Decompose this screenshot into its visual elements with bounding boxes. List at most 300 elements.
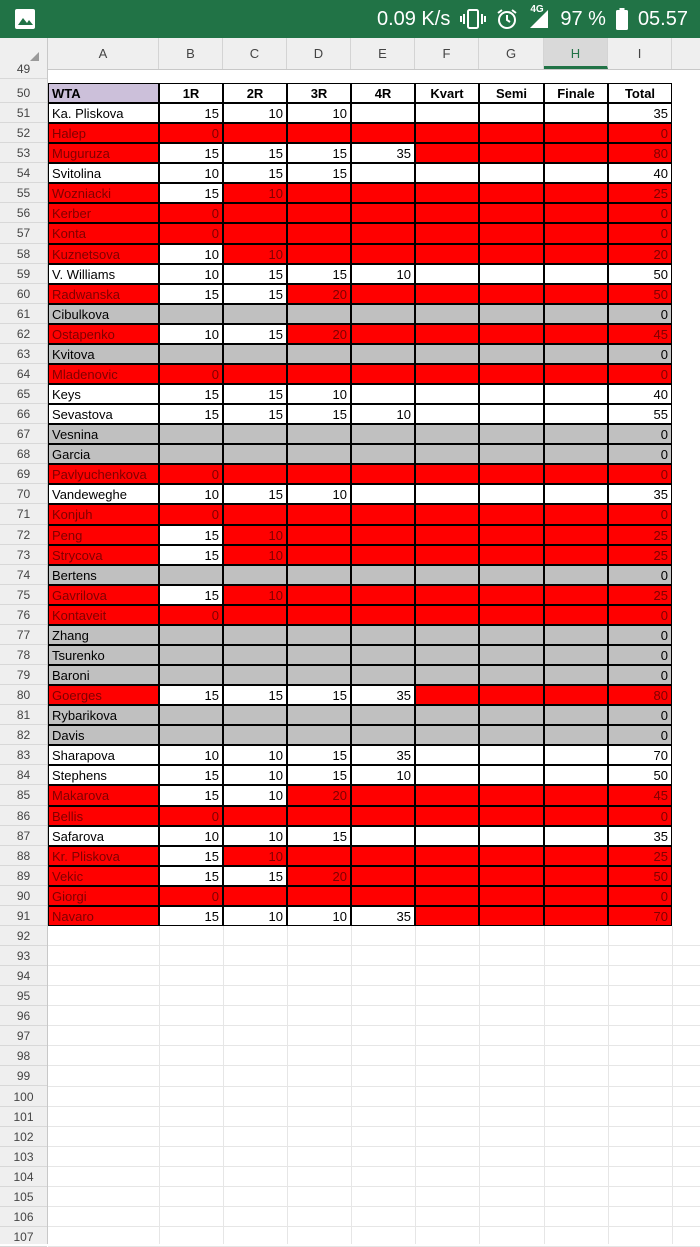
score-cell[interactable]: [544, 625, 608, 645]
score-cell[interactable]: 15: [287, 765, 351, 785]
score-cell[interactable]: [415, 886, 479, 906]
row-header[interactable]: 66: [0, 404, 47, 424]
player-name-cell[interactable]: Keys: [48, 384, 159, 404]
row-header[interactable]: 55: [0, 183, 47, 203]
player-name-cell[interactable]: Kontaveit: [48, 605, 159, 625]
score-cell[interactable]: 0: [608, 705, 672, 725]
row-header[interactable]: 57: [0, 223, 47, 243]
player-name-cell[interactable]: Navaro: [48, 906, 159, 926]
player-name-cell[interactable]: Rybarikova: [48, 705, 159, 725]
score-cell[interactable]: [544, 304, 608, 324]
score-cell[interactable]: 15: [223, 163, 287, 183]
score-cell[interactable]: 10: [287, 384, 351, 404]
player-name-cell[interactable]: Zhang: [48, 625, 159, 645]
row-header[interactable]: 95: [0, 986, 47, 1006]
score-cell[interactable]: 10: [351, 404, 415, 424]
player-name-cell[interactable]: Sharapova: [48, 745, 159, 765]
column-header-h[interactable]: H: [544, 38, 608, 69]
score-cell[interactable]: [351, 585, 415, 605]
score-cell[interactable]: [415, 806, 479, 826]
score-cell[interactable]: [351, 665, 415, 685]
score-cell[interactable]: [415, 324, 479, 344]
score-cell[interactable]: [287, 806, 351, 826]
score-cell[interactable]: [351, 605, 415, 625]
score-cell[interactable]: [479, 705, 544, 725]
table-header-cell[interactable]: Semi: [479, 83, 544, 103]
score-cell[interactable]: [415, 725, 479, 745]
score-cell[interactable]: [544, 284, 608, 304]
score-cell[interactable]: 15: [223, 264, 287, 284]
score-cell[interactable]: [351, 625, 415, 645]
score-cell[interactable]: [223, 504, 287, 524]
row-header[interactable]: 88: [0, 846, 47, 866]
score-cell[interactable]: [544, 444, 608, 464]
score-cell[interactable]: [287, 123, 351, 143]
score-cell[interactable]: [415, 223, 479, 243]
player-name-cell[interactable]: Vesnina: [48, 424, 159, 444]
score-cell[interactable]: 40: [608, 384, 672, 404]
row-header[interactable]: 92: [0, 926, 47, 946]
score-cell[interactable]: 0: [608, 886, 672, 906]
score-cell[interactable]: [479, 565, 544, 585]
score-cell[interactable]: 10: [223, 745, 287, 765]
score-cell[interactable]: [351, 183, 415, 203]
score-cell[interactable]: 70: [608, 906, 672, 926]
score-cell[interactable]: 45: [608, 785, 672, 805]
score-cell[interactable]: 35: [608, 826, 672, 846]
score-cell[interactable]: [223, 464, 287, 484]
score-cell[interactable]: [544, 886, 608, 906]
score-cell[interactable]: [223, 665, 287, 685]
score-cell[interactable]: [415, 645, 479, 665]
player-name-cell[interactable]: Gavrilova: [48, 585, 159, 605]
score-cell[interactable]: 15: [159, 685, 223, 705]
score-cell[interactable]: 15: [159, 585, 223, 605]
row-header[interactable]: 80: [0, 685, 47, 705]
score-cell[interactable]: [159, 645, 223, 665]
score-cell[interactable]: [287, 223, 351, 243]
score-cell[interactable]: 15: [159, 143, 223, 163]
score-cell[interactable]: [544, 424, 608, 444]
score-cell[interactable]: 0: [608, 645, 672, 665]
score-cell[interactable]: 40: [608, 163, 672, 183]
row-header[interactable]: 85: [0, 785, 47, 805]
score-cell[interactable]: [287, 725, 351, 745]
score-cell[interactable]: [544, 585, 608, 605]
score-cell[interactable]: [351, 504, 415, 524]
table-header-cell[interactable]: 2R: [223, 83, 287, 103]
score-cell[interactable]: [479, 605, 544, 625]
score-cell[interactable]: [351, 103, 415, 123]
spreadsheet-grid[interactable]: [48, 69, 700, 1244]
score-cell[interactable]: [159, 665, 223, 685]
column-header-g[interactable]: G: [479, 38, 544, 69]
score-cell[interactable]: [287, 424, 351, 444]
score-cell[interactable]: [415, 344, 479, 364]
score-cell[interactable]: [479, 143, 544, 163]
score-cell[interactable]: 0: [608, 223, 672, 243]
table-header-cell[interactable]: 4R: [351, 83, 415, 103]
score-cell[interactable]: [351, 785, 415, 805]
score-cell[interactable]: [351, 725, 415, 745]
score-cell[interactable]: [415, 464, 479, 484]
score-cell[interactable]: 50: [608, 284, 672, 304]
score-cell[interactable]: [479, 484, 544, 504]
score-cell[interactable]: 15: [223, 484, 287, 504]
score-cell[interactable]: [351, 705, 415, 725]
score-cell[interactable]: [479, 745, 544, 765]
score-cell[interactable]: 20: [287, 284, 351, 304]
score-cell[interactable]: 15: [223, 866, 287, 886]
score-cell[interactable]: 15: [159, 846, 223, 866]
score-cell[interactable]: 10: [351, 765, 415, 785]
table-header-cell[interactable]: Finale: [544, 83, 608, 103]
player-name-cell[interactable]: Radwanska: [48, 284, 159, 304]
score-cell[interactable]: [223, 605, 287, 625]
row-header[interactable]: 53: [0, 143, 47, 163]
row-header[interactable]: 73: [0, 545, 47, 565]
score-cell[interactable]: [287, 364, 351, 384]
score-cell[interactable]: [479, 846, 544, 866]
table-header-cell[interactable]: 1R: [159, 83, 223, 103]
score-cell[interactable]: [415, 785, 479, 805]
score-cell[interactable]: [415, 504, 479, 524]
table-header-cell[interactable]: WTA: [48, 83, 159, 103]
score-cell[interactable]: 80: [608, 685, 672, 705]
row-header[interactable]: 86: [0, 806, 47, 826]
score-cell[interactable]: [415, 404, 479, 424]
score-cell[interactable]: [544, 605, 608, 625]
score-cell[interactable]: [544, 906, 608, 926]
score-cell[interactable]: [287, 645, 351, 665]
score-cell[interactable]: 0: [608, 464, 672, 484]
score-cell[interactable]: [223, 364, 287, 384]
player-name-cell[interactable]: Mladenovic: [48, 364, 159, 384]
score-cell[interactable]: 0: [159, 203, 223, 223]
score-cell[interactable]: [479, 244, 544, 264]
score-cell[interactable]: 10: [223, 183, 287, 203]
score-cell[interactable]: [287, 605, 351, 625]
score-cell[interactable]: 15: [223, 324, 287, 344]
score-cell[interactable]: [479, 103, 544, 123]
row-header[interactable]: 102: [0, 1127, 47, 1147]
score-cell[interactable]: [415, 163, 479, 183]
score-cell[interactable]: [479, 545, 544, 565]
score-cell[interactable]: 15: [287, 264, 351, 284]
score-cell[interactable]: 10: [159, 324, 223, 344]
score-cell[interactable]: 0: [608, 725, 672, 745]
score-cell[interactable]: [223, 123, 287, 143]
score-cell[interactable]: [479, 183, 544, 203]
score-cell[interactable]: 0: [608, 565, 672, 585]
score-cell[interactable]: [351, 163, 415, 183]
score-cell[interactable]: [544, 545, 608, 565]
score-cell[interactable]: [544, 525, 608, 545]
score-cell[interactable]: [544, 565, 608, 585]
score-cell[interactable]: 70: [608, 745, 672, 765]
score-cell[interactable]: [351, 123, 415, 143]
player-name-cell[interactable]: Vekic: [48, 866, 159, 886]
row-header[interactable]: 96: [0, 1006, 47, 1026]
score-cell[interactable]: [415, 384, 479, 404]
score-cell[interactable]: 15: [287, 163, 351, 183]
score-cell[interactable]: 0: [608, 605, 672, 625]
score-cell[interactable]: [544, 866, 608, 886]
score-cell[interactable]: 50: [608, 765, 672, 785]
score-cell[interactable]: [351, 846, 415, 866]
score-cell[interactable]: [479, 264, 544, 284]
score-cell[interactable]: [159, 565, 223, 585]
row-header[interactable]: 87: [0, 826, 47, 846]
player-name-cell[interactable]: Bellis: [48, 806, 159, 826]
score-cell[interactable]: [351, 484, 415, 504]
score-cell[interactable]: 25: [608, 183, 672, 203]
score-cell[interactable]: [479, 344, 544, 364]
score-cell[interactable]: 10: [223, 545, 287, 565]
score-cell[interactable]: 15: [159, 545, 223, 565]
score-cell[interactable]: 0: [159, 886, 223, 906]
player-name-cell[interactable]: Pavlyuchenkova: [48, 464, 159, 484]
score-cell[interactable]: 0: [608, 424, 672, 444]
score-cell[interactable]: [223, 424, 287, 444]
score-cell[interactable]: [159, 444, 223, 464]
row-header[interactable]: 104: [0, 1167, 47, 1187]
player-name-cell[interactable]: Giorgi: [48, 886, 159, 906]
score-cell[interactable]: 10: [159, 484, 223, 504]
score-cell[interactable]: [415, 444, 479, 464]
score-cell[interactable]: 0: [608, 364, 672, 384]
column-header-i[interactable]: I: [608, 38, 672, 69]
score-cell[interactable]: [415, 284, 479, 304]
score-cell[interactable]: 10: [287, 906, 351, 926]
score-cell[interactable]: [544, 163, 608, 183]
score-cell[interactable]: 15: [287, 685, 351, 705]
score-cell[interactable]: 0: [159, 223, 223, 243]
score-cell[interactable]: [479, 424, 544, 444]
row-header[interactable]: 100: [0, 1087, 47, 1107]
score-cell[interactable]: 10: [223, 846, 287, 866]
score-cell[interactable]: 0: [608, 806, 672, 826]
score-cell[interactable]: 35: [608, 484, 672, 504]
score-cell[interactable]: [479, 665, 544, 685]
score-cell[interactable]: 35: [608, 103, 672, 123]
column-header-a[interactable]: A: [48, 38, 159, 69]
player-name-cell[interactable]: Muguruza: [48, 143, 159, 163]
score-cell[interactable]: [479, 826, 544, 846]
score-cell[interactable]: 15: [287, 404, 351, 424]
score-cell[interactable]: [351, 525, 415, 545]
row-header[interactable]: 69: [0, 464, 47, 484]
row-header[interactable]: 93: [0, 946, 47, 966]
score-cell[interactable]: [479, 685, 544, 705]
score-cell[interactable]: [544, 364, 608, 384]
table-header-cell[interactable]: 3R: [287, 83, 351, 103]
score-cell[interactable]: [544, 785, 608, 805]
score-cell[interactable]: [351, 444, 415, 464]
score-cell[interactable]: [544, 665, 608, 685]
player-name-cell[interactable]: Goerges: [48, 685, 159, 705]
score-cell[interactable]: [415, 705, 479, 725]
score-cell[interactable]: [415, 565, 479, 585]
score-cell[interactable]: 15: [287, 745, 351, 765]
score-cell[interactable]: [223, 886, 287, 906]
player-name-cell[interactable]: V. Williams: [48, 264, 159, 284]
row-header[interactable]: 107: [0, 1227, 47, 1247]
score-cell[interactable]: [479, 785, 544, 805]
row-header[interactable]: 59: [0, 264, 47, 284]
score-cell[interactable]: [287, 244, 351, 264]
score-cell[interactable]: [415, 545, 479, 565]
score-cell[interactable]: 50: [608, 264, 672, 284]
score-cell[interactable]: [544, 745, 608, 765]
player-name-cell[interactable]: Kerber: [48, 203, 159, 223]
score-cell[interactable]: [287, 203, 351, 223]
score-cell[interactable]: 10: [159, 244, 223, 264]
row-header[interactable]: 50: [0, 83, 47, 103]
score-cell[interactable]: 35: [351, 745, 415, 765]
player-name-cell[interactable]: Konjuh: [48, 504, 159, 524]
player-name-cell[interactable]: Halep: [48, 123, 159, 143]
score-cell[interactable]: [415, 123, 479, 143]
score-cell[interactable]: [479, 765, 544, 785]
score-cell[interactable]: 15: [159, 404, 223, 424]
player-name-cell[interactable]: Garcia: [48, 444, 159, 464]
score-cell[interactable]: [544, 725, 608, 745]
score-cell[interactable]: [544, 765, 608, 785]
row-header[interactable]: 58: [0, 244, 47, 264]
score-cell[interactable]: [287, 846, 351, 866]
score-cell[interactable]: [415, 264, 479, 284]
score-cell[interactable]: [544, 504, 608, 524]
row-header[interactable]: 83: [0, 745, 47, 765]
score-cell[interactable]: [415, 866, 479, 886]
score-cell[interactable]: 10: [223, 906, 287, 926]
score-cell[interactable]: [287, 344, 351, 364]
score-cell[interactable]: [544, 846, 608, 866]
row-header[interactable]: 54: [0, 163, 47, 183]
player-name-cell[interactable]: Ka. Pliskova: [48, 103, 159, 123]
row-header[interactable]: 91: [0, 906, 47, 926]
score-cell[interactable]: [159, 344, 223, 364]
score-cell[interactable]: [415, 143, 479, 163]
score-cell[interactable]: 10: [159, 264, 223, 284]
row-header[interactable]: 77: [0, 625, 47, 645]
column-header-f[interactable]: F: [415, 38, 479, 69]
score-cell[interactable]: [351, 364, 415, 384]
score-cell[interactable]: [479, 304, 544, 324]
score-cell[interactable]: [159, 304, 223, 324]
score-cell[interactable]: [544, 183, 608, 203]
score-cell[interactable]: [415, 826, 479, 846]
score-cell[interactable]: [415, 605, 479, 625]
score-cell[interactable]: [544, 645, 608, 665]
row-header[interactable]: 70: [0, 484, 47, 504]
score-cell[interactable]: [415, 203, 479, 223]
score-cell[interactable]: [479, 625, 544, 645]
score-cell[interactable]: [544, 484, 608, 504]
score-cell[interactable]: [287, 183, 351, 203]
row-header[interactable]: 106: [0, 1207, 47, 1227]
score-cell[interactable]: [415, 525, 479, 545]
score-cell[interactable]: 25: [608, 585, 672, 605]
score-cell[interactable]: [479, 585, 544, 605]
score-cell[interactable]: [479, 284, 544, 304]
score-cell[interactable]: 10: [159, 163, 223, 183]
score-cell[interactable]: [287, 504, 351, 524]
score-cell[interactable]: [544, 324, 608, 344]
column-header-b[interactable]: B: [159, 38, 223, 69]
score-cell[interactable]: 50: [608, 866, 672, 886]
row-header[interactable]: 68: [0, 444, 47, 464]
score-cell[interactable]: 10: [287, 484, 351, 504]
player-name-cell[interactable]: Peng: [48, 525, 159, 545]
row-header[interactable]: 90: [0, 886, 47, 906]
score-cell[interactable]: [415, 484, 479, 504]
score-cell[interactable]: [223, 565, 287, 585]
player-name-cell[interactable]: Ostapenko: [48, 324, 159, 344]
score-cell[interactable]: [287, 464, 351, 484]
score-cell[interactable]: [544, 705, 608, 725]
score-cell[interactable]: [351, 304, 415, 324]
score-cell[interactable]: 15: [159, 384, 223, 404]
score-cell[interactable]: 0: [608, 504, 672, 524]
score-cell[interactable]: 15: [223, 685, 287, 705]
score-cell[interactable]: [479, 123, 544, 143]
row-header[interactable]: 98: [0, 1046, 47, 1066]
row-header[interactable]: 61: [0, 304, 47, 324]
row-header[interactable]: 67: [0, 424, 47, 444]
score-cell[interactable]: [287, 525, 351, 545]
table-header-cell[interactable]: Total: [608, 83, 672, 103]
row-header[interactable]: 99: [0, 1066, 47, 1086]
score-cell[interactable]: 10: [223, 525, 287, 545]
score-cell[interactable]: [351, 344, 415, 364]
score-cell[interactable]: 0: [608, 444, 672, 464]
score-cell[interactable]: [351, 826, 415, 846]
row-header[interactable]: 64: [0, 364, 47, 384]
score-cell[interactable]: [351, 565, 415, 585]
player-name-cell[interactable]: Wozniacki: [48, 183, 159, 203]
score-cell[interactable]: 15: [159, 906, 223, 926]
score-cell[interactable]: 45: [608, 324, 672, 344]
score-cell[interactable]: 0: [608, 665, 672, 685]
score-cell[interactable]: 15: [159, 785, 223, 805]
score-cell[interactable]: 10: [223, 765, 287, 785]
score-cell[interactable]: 15: [287, 826, 351, 846]
score-cell[interactable]: [223, 223, 287, 243]
score-cell[interactable]: 15: [159, 866, 223, 886]
row-header[interactable]: 75: [0, 585, 47, 605]
player-name-cell[interactable]: Strycova: [48, 545, 159, 565]
score-cell[interactable]: 35: [351, 685, 415, 705]
score-cell[interactable]: [223, 806, 287, 826]
player-name-cell[interactable]: Cibulkova: [48, 304, 159, 324]
score-cell[interactable]: 15: [159, 765, 223, 785]
score-cell[interactable]: [287, 886, 351, 906]
score-cell[interactable]: [159, 725, 223, 745]
score-cell[interactable]: [223, 705, 287, 725]
score-cell[interactable]: 0: [608, 203, 672, 223]
row-header[interactable]: 51: [0, 103, 47, 123]
score-cell[interactable]: [351, 223, 415, 243]
score-cell[interactable]: 0: [159, 806, 223, 826]
player-name-cell[interactable]: Vandeweghe: [48, 484, 159, 504]
score-cell[interactable]: [544, 344, 608, 364]
score-cell[interactable]: [544, 464, 608, 484]
row-header[interactable]: 74: [0, 565, 47, 585]
score-cell[interactable]: [159, 424, 223, 444]
score-cell[interactable]: [479, 404, 544, 424]
